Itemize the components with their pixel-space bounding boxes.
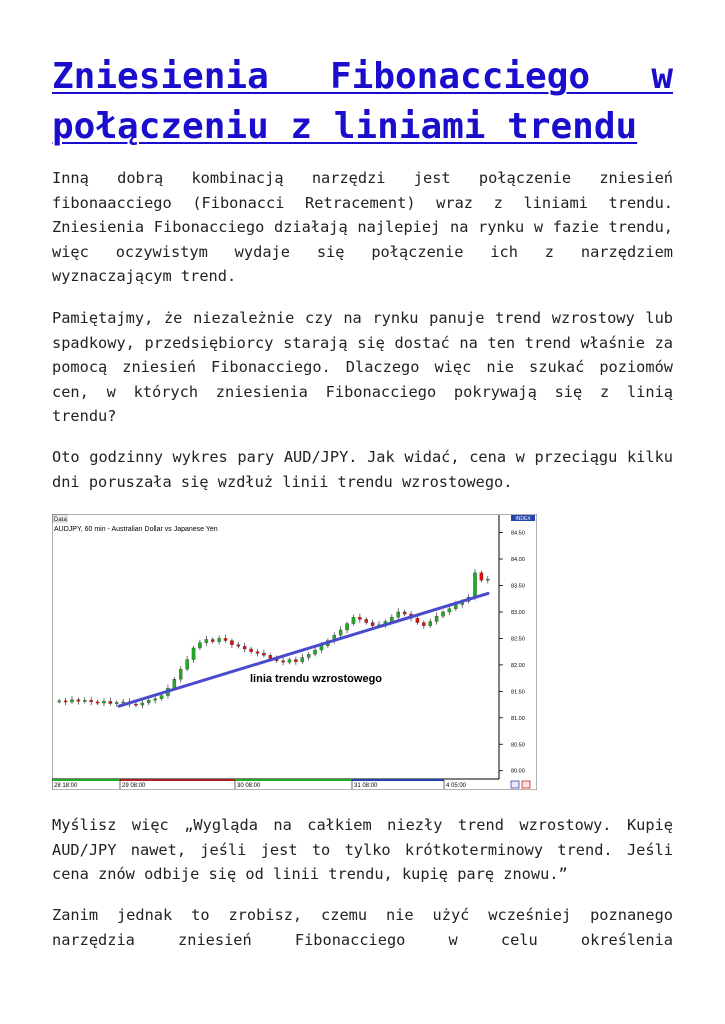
y-tick-label: 82.00 <box>511 662 525 669</box>
chart-tab-label: Data <box>54 517 67 523</box>
zoom-icon[interactable] <box>511 781 519 788</box>
paragraph-5: Zanim jednak to zrobisz, czemu nie użyć wcześniej poznanego narzędzia zniesień Fibonacciego w celu określenia <box>52 906 673 949</box>
candle-body <box>313 650 316 654</box>
trendline-annotation: linia trendu wzrostowego <box>250 673 383 685</box>
candle-body <box>403 612 406 614</box>
candle-body <box>256 652 259 654</box>
session-bar-4 <box>352 779 444 781</box>
candle-body <box>122 702 125 703</box>
candle-body <box>154 699 157 701</box>
candle-body <box>339 630 342 635</box>
x-tick-label: 30 08:00 <box>237 783 261 789</box>
index-label: INDEX <box>515 516 531 522</box>
candle-body <box>358 617 361 619</box>
y-tick-label: 84.50 <box>511 530 525 537</box>
x-tick-label: 31 08:00 <box>354 783 378 789</box>
candle-body <box>205 639 208 642</box>
y-tick-label: 83.00 <box>511 609 525 616</box>
close-icon[interactable] <box>522 781 530 788</box>
article <box>52 52 673 949</box>
candle-body <box>134 704 137 705</box>
candle-body <box>237 645 240 647</box>
candle-body <box>160 696 163 699</box>
x-tick-label: 28 18:00 <box>54 783 78 789</box>
y-tick-label: 84.00 <box>511 557 525 564</box>
candle-body <box>141 703 144 705</box>
article-title-link[interactable]: Zniesienia Fibonacciego w połączeniu z liniami trendu <box>52 56 673 147</box>
paragraph-3: Oto godzinny wykres pary AUD/JPY. Jak widać, cena w przeciągu kilku dni poruszała się wzdłuż linii trendu wzrostowego. <box>52 448 673 491</box>
candle-body <box>486 579 489 580</box>
candle-body <box>102 701 105 703</box>
x-tick-label: 29 08:00 <box>122 783 146 789</box>
candle-body <box>250 649 253 652</box>
candle-body <box>365 619 368 622</box>
candle-body <box>301 657 304 661</box>
candle-body <box>243 646 246 649</box>
candle-body <box>198 643 201 648</box>
candle-body <box>83 700 86 701</box>
candle-body <box>435 616 438 621</box>
candle-body <box>218 638 221 641</box>
candle-body <box>397 612 400 617</box>
audjpy-chart <box>52 514 537 790</box>
candle-body <box>173 679 176 688</box>
candle-body <box>64 701 67 702</box>
candle-body <box>454 605 457 609</box>
y-tick-label: 83.50 <box>511 583 525 590</box>
candle-body <box>115 702 118 703</box>
y-tick-label: 80.50 <box>511 742 525 749</box>
article-title <box>52 52 673 152</box>
candle-body <box>390 617 393 621</box>
candle-body <box>422 623 425 626</box>
candle-body <box>441 612 444 616</box>
candle-body <box>448 609 451 612</box>
candle-body <box>480 573 483 580</box>
candle-body <box>416 618 419 622</box>
candle-body <box>473 573 476 597</box>
candle-body <box>288 660 291 663</box>
candle-body <box>211 639 214 641</box>
session-bar-1 <box>52 779 120 781</box>
candle-body <box>307 654 310 657</box>
x-tick-label: 4 05:00 <box>446 783 467 789</box>
session-bar-2 <box>120 779 235 781</box>
y-tick-label: 81.50 <box>511 689 525 696</box>
candle-body <box>224 638 227 640</box>
candle-body <box>109 701 112 703</box>
candle-body <box>262 653 265 655</box>
paragraph-2: Pamiętajmy, że niezależnie czy na rynku panuje trend wzrostowy lub spadkowy, przedsiębiorcy starają się dostać na ten trend właśnie za pomocą zniesień Fibonacciego. Dlaczego więc nie szukać poziomów cen, w których zniesienia Fibonacciego pokrywają się z linią trendu? <box>52 309 673 426</box>
candle-body <box>96 702 99 703</box>
candle-body <box>58 701 61 702</box>
candle-body <box>70 700 73 702</box>
candle-body <box>230 641 233 645</box>
candle-body <box>352 617 355 623</box>
candle-body <box>345 624 348 630</box>
candle-body <box>429 621 432 625</box>
session-bar-3 <box>235 779 352 781</box>
candle-body <box>192 648 195 660</box>
y-tick-label: 81.00 <box>511 715 525 722</box>
y-tick-label: 80.00 <box>511 768 525 775</box>
candle-body <box>186 660 189 670</box>
candle-body <box>179 669 182 679</box>
candle-body <box>320 646 323 650</box>
candle-body <box>294 660 297 662</box>
paragraph-4: Myślisz więc „Wygląda na całkiem niezły trend wzrostowy. Kupię AUD/JPY nawet, jeśli jest to tylko krótkoterminowy trend. Jeśli cena znów odbije się od linii trendu, kupię parę znowu.” <box>52 816 673 884</box>
candle-body <box>147 700 150 703</box>
paragraph-1: Inną dobrą kombinacją narzędzi jest połączenie zniesień fibonaacciego (Fibonacci Retracement) wraz z liniami trendu. Zniesienia Fibonacciego działają najlepiej na rynku w fazie trendu, więc oczywistym wydaje się połączenie ich z narzędziem wyznaczającym trend. <box>52 169 673 286</box>
candle-body <box>77 700 80 702</box>
candle-body <box>371 623 374 626</box>
y-tick-label: 82.50 <box>511 636 525 643</box>
chart-title: AUDJPY, 60 min - Australian Dollar vs Japanese Yen <box>54 526 218 533</box>
candle-body <box>281 661 284 663</box>
candle-body <box>90 700 93 702</box>
